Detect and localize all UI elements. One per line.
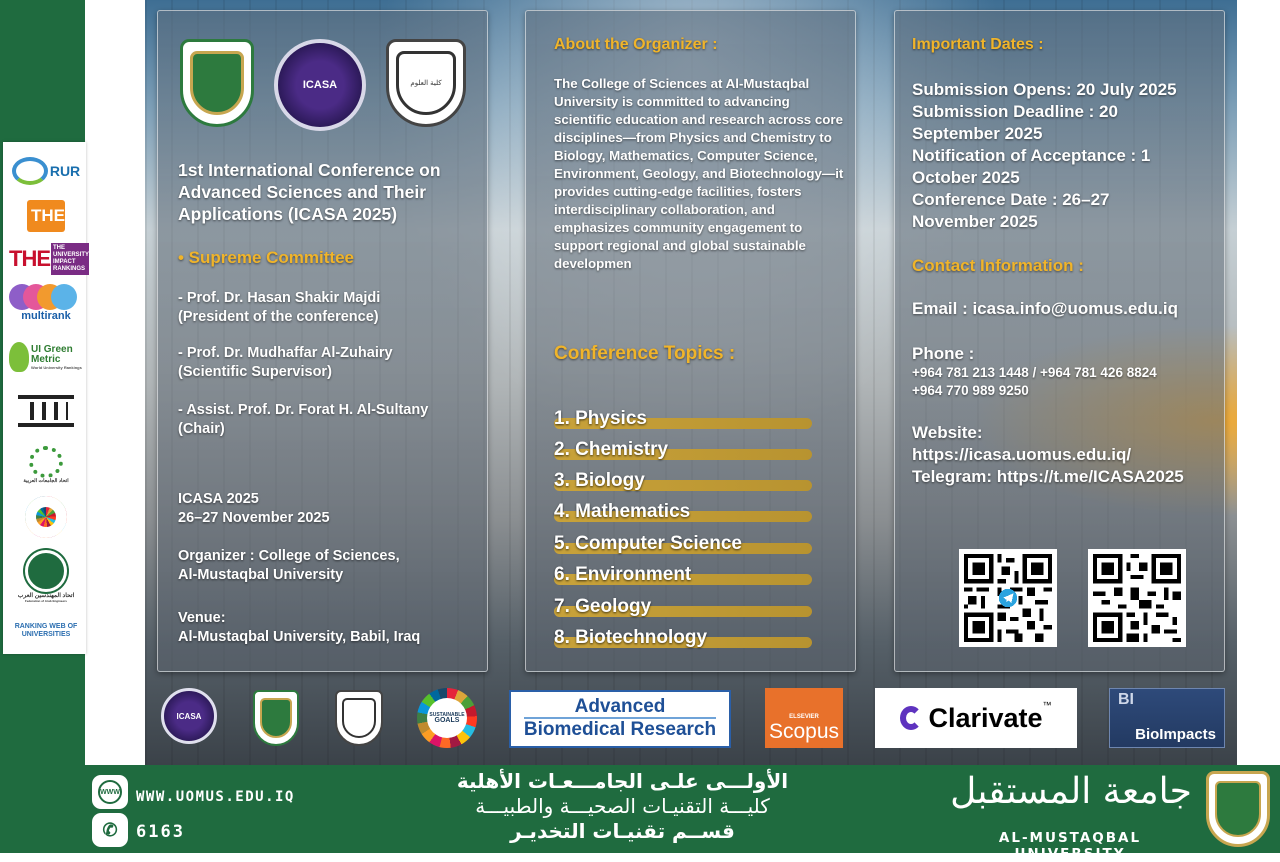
date-line: Submission Deadline : 20 (912, 102, 1118, 121)
date-line: Conference Date : 26–27 (912, 190, 1110, 209)
organizer-topics-card: About the Organizer : The College of Sciences at Al-Mustaqbal University is committed to advancing scientific education and research across core disciplines—from Physics and Chemistry to Biology, Mathematics, Computer Science, Environment, Geology, and Biotechnology—it provides cutting-edge facilities, fosters interdisciplinary collaboration, and emphasizes community engagement to support regional and global sustainable developmen Conference Topics : 1. Physics 2. Chemistry 3. Biology 4. Mathematics 5. Computer Science 6. Environment 7. Geology 8. Biotechnology (525, 10, 856, 672)
phone-label: Phone : (912, 344, 975, 363)
qr-code-icon (1093, 554, 1181, 642)
clarivate-mark-icon (900, 706, 922, 730)
website-link[interactable]: https://icasa.uomus.edu.iq/ (912, 445, 1132, 464)
leaf-icon (9, 342, 29, 372)
telegram-link[interactable]: Telegram: https://t.me/ICASA2025 (912, 467, 1184, 486)
left-white-band (85, 0, 145, 765)
footer-university-seal (1206, 771, 1270, 847)
arab-engineers-logo: اتحاد المهندسين العرب Federation of Arab Engineers (9, 546, 83, 606)
rur-globe-icon (12, 157, 48, 185)
website-info: Website: https://icasa.uomus.edu.iq/ Telegram: https://t.me/ICASA2025 (912, 423, 1184, 486)
partner-sciences-seal (335, 690, 383, 746)
date-line: November 2025 (912, 212, 1038, 231)
event-info: ICASA 2025 26–27 November 2025 (178, 491, 330, 526)
bioimpacts-logo: BI BioImpacts (1109, 688, 1225, 748)
institution-columns-icon (18, 395, 74, 427)
date-line: September 2025 (912, 124, 1043, 143)
about-heading: About the Organizer : (554, 36, 718, 53)
footer-phone[interactable]: 6163 (136, 822, 185, 842)
topics-heading: Conference Topics : (554, 343, 736, 364)
the-impact-rankings-logo: THE THE UNIVERSITY IMPACT RANKINGS (9, 242, 83, 276)
footer (0, 765, 1280, 862)
venue-info: Venue: Al-Mustaqbal University, Babil, Iraq (178, 610, 421, 645)
columns-logo (9, 392, 83, 430)
about-text: The College of Sciences at Al-Mustaqbal University is committed to advancing scientific education and research across core disciplines—from Physics and Chemistry to Biology, Mathematics, Computer Science, Environment, Geology, and Biotechnology—it provides cutting-edge facilities, fosters interdisciplinary collaboration, and emphasizes community engagement to support regional and global sustainable developmen (554, 76, 844, 271)
footer-website-link[interactable]: WWW.UOMUS.EDU.IQ (136, 789, 295, 805)
wreath-icon (29, 446, 63, 478)
footer-arabic-text: الأولـــى علـى الجامـــعـات الأهلية كليـــة التقنيـات الصحيـــة والطبيـــة قســم تقنيـات التخديـر (456, 769, 789, 843)
contact-email[interactable]: Email : icasa.info@uomus.edu.iq (912, 299, 1178, 318)
conference-title: 1st International Conference on Advanced Sciences and Their Applications (ICASA 2025) (178, 160, 441, 224)
clarivate-logo: Clarivate ™ (875, 688, 1077, 748)
mustaqbal-university-seal (180, 39, 254, 127)
sdg-wheel-icon (25, 496, 67, 538)
college-of-sciences-seal: كلية العلوم (386, 39, 466, 127)
member-1: - Prof. Dr. Hasan Shakir Majdi (President of the conference) (178, 290, 381, 325)
www-icon: WWW (92, 775, 128, 809)
sdg-wheel-logo (9, 494, 83, 540)
website-qr-code[interactable] (1088, 549, 1186, 647)
arab-universities-logo: اتحاد الجامعات العربية (9, 442, 83, 488)
ui-greenmetric-logo: UI Green Metric World University Rankings (9, 334, 83, 380)
ranking-logos-strip (3, 142, 90, 654)
sdg-goals-logo: SUSTAINABLE GOALS (417, 688, 477, 748)
qr-code-icon (964, 554, 1052, 642)
phone-numbers: +964 781 213 1448 / +964 781 426 8824 +964 770 989 9250 (912, 365, 1157, 398)
rur-logo: RUR (9, 150, 83, 192)
university-name-arabic: جامعة المستقبل (950, 771, 1192, 812)
dates-contact-card (894, 10, 1225, 672)
phone-icon: ✆ (92, 813, 128, 847)
important-dates-list (912, 79, 1212, 233)
partner-icasa-logo: ICASA (161, 688, 217, 744)
ranking-web-logo: RANKING WEB OF UNIVERSITIES (14, 623, 78, 638)
date-line: Submission Opens: 20 July 2025 (912, 80, 1177, 99)
multirank-circles-icon (9, 284, 83, 310)
organizer-info: Organizer : College of Sciences, Al-Mustaqbal University (178, 548, 400, 583)
member-2: - Prof. Dr. Mudhaffar Al-Zuhairy (Scientific Supervisor) (178, 345, 393, 380)
supreme-committee-heading: • Supreme Committee (178, 248, 354, 267)
university-name-english: AL-MUSTAQBAL UNIVERSITY (998, 830, 1142, 862)
advanced-biomedical-research-logo: Advanced Biomedical Research (509, 690, 731, 748)
dates-heading: Important Dates : (912, 36, 1044, 53)
scopus-logo: ELSEVIER Scopus (765, 688, 843, 748)
icasa-logo: ICASA (274, 39, 366, 131)
star-emblem-icon (25, 550, 67, 592)
committee-card (157, 10, 488, 672)
telegram-qr-code[interactable] (959, 549, 1057, 647)
multirank-logo: multirank (9, 282, 83, 324)
partner-mustaqbal-seal (253, 690, 299, 746)
member-3: - Assist. Prof. Dr. Forat H. Al-Sultany (Chair) (178, 402, 429, 437)
conference-poster (145, 0, 1237, 765)
date-line: October 2025 (912, 168, 1020, 187)
contact-heading: Contact Information : (912, 256, 1084, 275)
date-line: Notification of Acceptance : 1 (912, 146, 1151, 165)
the-logo: THE (9, 198, 83, 234)
